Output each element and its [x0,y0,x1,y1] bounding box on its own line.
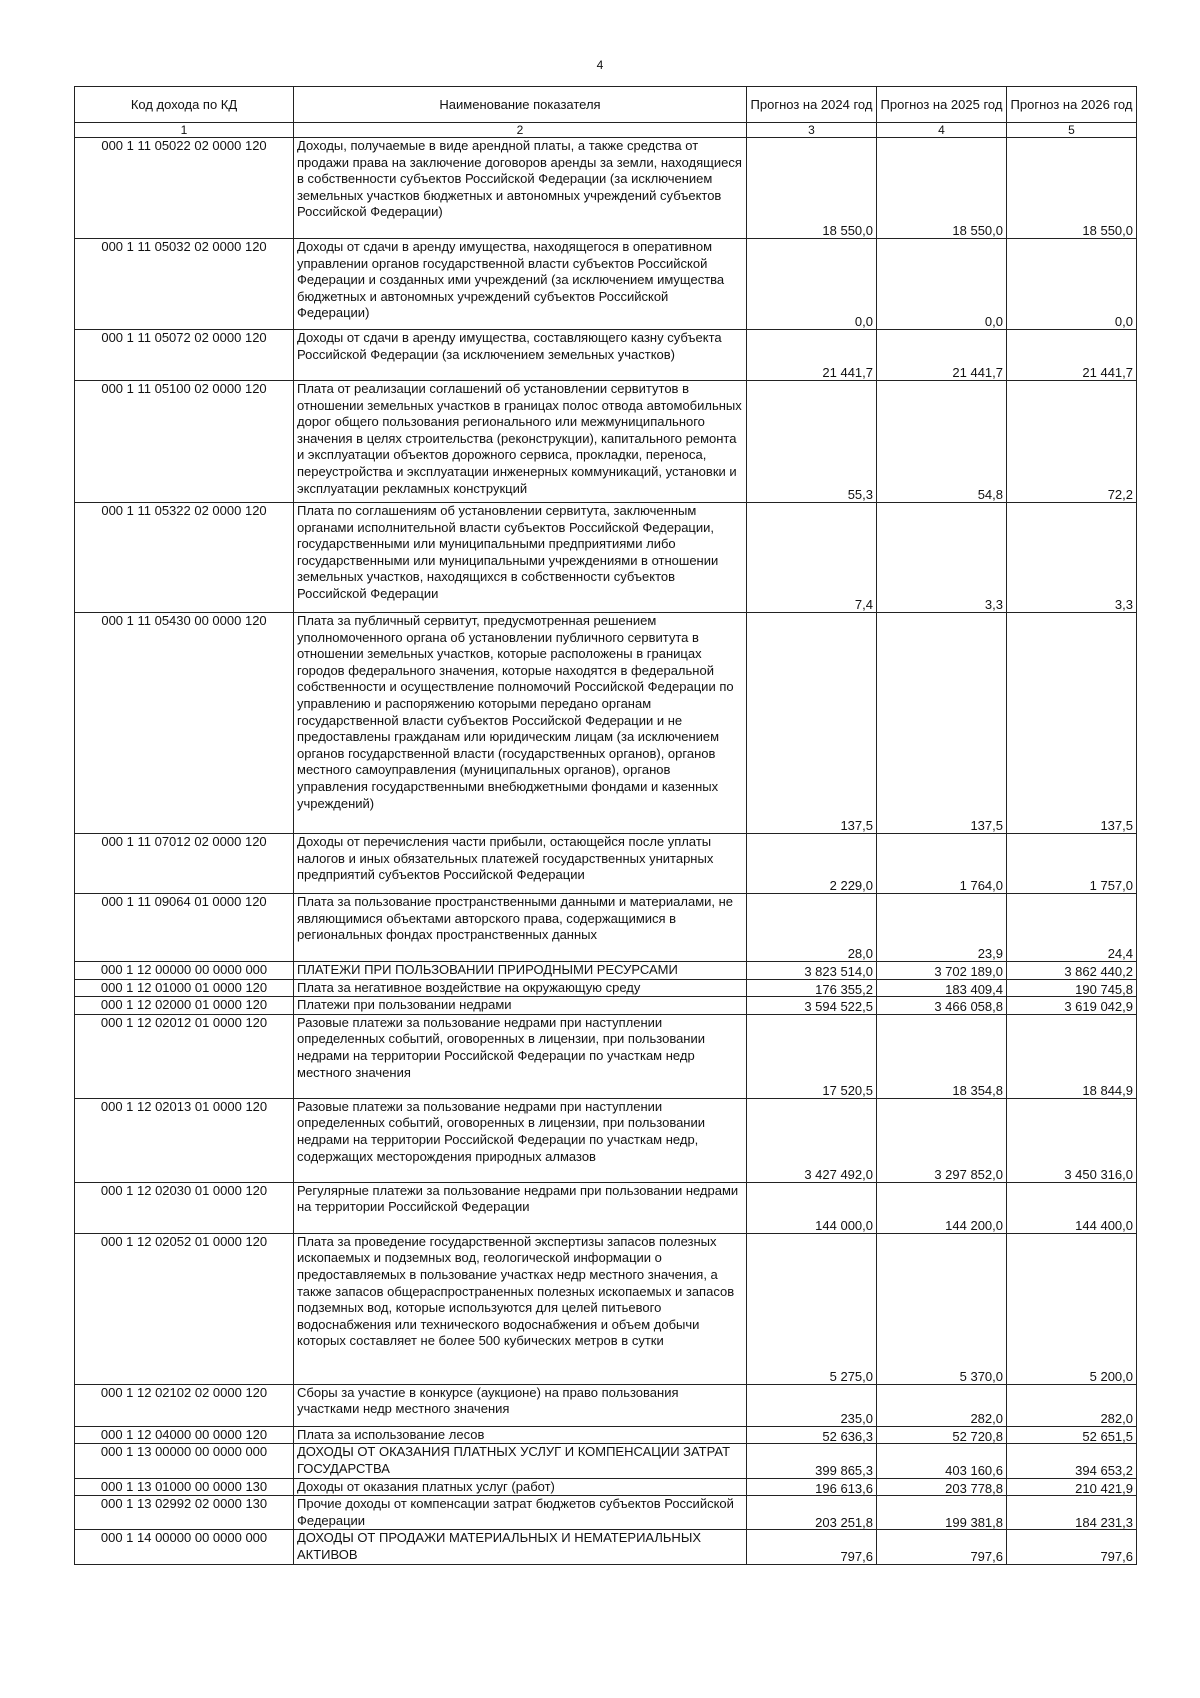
row-value-2024 [747,997,877,1015]
row-value-2025-text: 18 550,0 [952,223,1003,239]
row-value-2024 [747,1478,877,1496]
row-value-2024 [747,1384,877,1426]
row-code: 000 1 11 05430 00 0000 120 [75,613,294,834]
table-row [75,997,1137,1015]
row-value-2026-text: 3,3 [1114,597,1133,613]
row-name: Сборы за участие в конкурсе (аукционе) на право пользования участками недр местного значения [294,1384,747,1426]
row-value-2024 [747,894,877,962]
row-value-2026-text: 394 653,2 [1075,1462,1133,1478]
row-code: 000 1 11 09064 01 0000 120 [75,894,294,962]
header-code: Код дохода по КД [75,87,294,123]
row-value-2026 [1007,834,1137,894]
row-value-2025-text: 1 764,0 [959,878,1003,894]
row-value-2025-text: 203 778,8 [945,1480,1003,1496]
row-name: Разовые платежи за пользование недрами при наступлении определенных событий, оговоренных в лицензии, при пользовании недрами на территории Российской Федерации по участкам недр местного значения [294,1014,747,1098]
row-value-2026-text: 210 421,9 [1075,1480,1133,1496]
row-code: 000 1 11 05100 02 0000 120 [75,381,294,503]
table-row [75,1426,1137,1444]
table-row [75,1530,1137,1564]
row-value-2024 [747,138,877,239]
table-row [75,239,1137,330]
row-value-2024-text: 0,0 [854,314,873,330]
row-value-2026-text: 797,6 [1100,1548,1133,1564]
row-value-2024-text: 399 865,3 [815,1462,873,1478]
row-value-2024 [747,1182,877,1233]
row-name: Плата за пользование пространственными данными и материалами, не являющимися объектами авторского права, содержащимися в региональных фондах пространственных данных [294,894,747,962]
table-row [75,138,1137,239]
row-value-2024-text: 3 823 514,0 [804,964,873,979]
row-value-2024-text: 55,3 [847,487,873,503]
row-value-2025-text: 0,0 [984,314,1003,330]
row-value-2025 [877,239,1007,330]
row-value-2024-text: 52 636,3 [822,1428,873,1444]
row-name: Плата за негативное воздействие на окружающую среду [294,979,747,997]
row-value-2025 [877,1384,1007,1426]
header-2025: Прогноз на 2025 год [877,87,1007,123]
row-code: 000 1 12 02012 01 0000 120 [75,1014,294,1098]
row-value-2024 [747,979,877,997]
row-code: 000 1 12 02000 01 0000 120 [75,997,294,1015]
column-numbers-row [75,123,1137,138]
row-value-2025-text: 3 297 852,0 [934,1167,1003,1183]
row-value-2024 [747,613,877,834]
row-value-2026-text: 5 200,0 [1089,1369,1133,1385]
row-value-2026 [1007,503,1137,613]
row-value-2025-text: 23,9 [977,946,1003,962]
row-value-2026 [1007,330,1137,381]
row-value-2024-text: 2 229,0 [829,878,873,894]
row-value-2026 [1007,239,1137,330]
table-row [75,330,1137,381]
row-value-2026-text: 21 441,7 [1082,365,1133,381]
row-value-2024 [747,1426,877,1444]
row-value-2026 [1007,962,1137,980]
table-row [75,1182,1137,1233]
row-value-2026 [1007,1444,1137,1478]
row-value-2024 [747,239,877,330]
row-value-2026 [1007,1530,1137,1564]
header-2024: Прогноз на 2024 год [747,87,877,123]
row-name: Плата за проведение государственной экспертизы запасов полезных ископаемых и подземных вод, геологической информации о предоставляемых в пользование участках недр местного значения, а также запасов общераспространенных полезных ископаемых и запасов подземных вод, которые используются для целей питьевого водоснабжения или технического водоснабжения и объем добычи которых составляет не более 500 кубических метров в сутки [294,1233,747,1384]
table-row [75,1478,1137,1496]
row-value-2026-text: 282,0 [1100,1411,1133,1427]
row-value-2024-text: 18 550,0 [822,223,873,239]
row-value-2024 [747,503,877,613]
row-value-2025 [877,1530,1007,1564]
row-value-2026-text: 144 400,0 [1075,1218,1133,1234]
row-value-2024-text: 176 355,2 [815,981,873,997]
row-value-2025 [877,503,1007,613]
row-value-2026 [1007,979,1137,997]
row-value-2024-text: 137,5 [840,818,873,834]
row-value-2024-text: 235,0 [840,1411,873,1427]
row-code: 000 1 13 00000 00 0000 000 [75,1444,294,1478]
row-code: 000 1 12 04000 00 0000 120 [75,1426,294,1444]
table-row [75,1444,1137,1478]
row-value-2025-text: 21 441,7 [952,365,1003,381]
row-value-2024-text: 3 427 492,0 [804,1167,873,1183]
row-value-2024-text: 7,4 [854,597,873,613]
row-value-2026-text: 52 651,5 [1082,1428,1133,1444]
row-value-2025 [877,613,1007,834]
row-value-2025-text: 282,0 [970,1411,1003,1427]
row-value-2024 [747,381,877,503]
row-name: Плата за использование лесов [294,1426,747,1444]
row-value-2026-text: 24,4 [1107,946,1133,962]
row-value-2024-text: 144 000,0 [815,1218,873,1234]
table-row [75,613,1137,834]
row-code: 000 1 12 02052 01 0000 120 [75,1233,294,1384]
row-value-2026 [1007,894,1137,962]
row-value-2025 [877,1478,1007,1496]
row-value-2025 [877,834,1007,894]
row-code: 000 1 12 01000 01 0000 120 [75,979,294,997]
header-name: Наименование показателя [294,87,747,123]
row-value-2025 [877,979,1007,997]
table-row [75,381,1137,503]
row-code: 000 1 11 07012 02 0000 120 [75,834,294,894]
row-code: 000 1 13 02992 02 0000 130 [75,1496,294,1530]
row-value-2025 [877,1182,1007,1233]
table-row [75,962,1137,980]
row-value-2024 [747,1098,877,1182]
row-value-2026 [1007,381,1137,503]
row-value-2026-text: 18 550,0 [1082,223,1133,239]
row-code: 000 1 11 05072 02 0000 120 [75,330,294,381]
row-value-2026-text: 18 844,9 [1082,1083,1133,1099]
table-body [75,138,1137,1565]
row-value-2026 [1007,1426,1137,1444]
row-code: 000 1 12 02030 01 0000 120 [75,1182,294,1233]
row-value-2025 [877,1426,1007,1444]
table-row [75,1384,1137,1426]
row-value-2026 [1007,613,1137,834]
row-value-2024 [747,962,877,980]
table-header-row [75,87,1137,123]
row-value-2025-text: 5 370,0 [959,1369,1003,1385]
row-value-2026 [1007,1384,1137,1426]
row-code: 000 1 12 02102 02 0000 120 [75,1384,294,1426]
row-value-2025-text: 144 200,0 [945,1218,1003,1234]
row-value-2024 [747,1496,877,1530]
row-name: Доходы от сдачи в аренду имущества, находящегося в оперативном управлении органов государственной власти субъектов Российской Федерации и созданных ими учреждений (за исключением имущества бюджетных и автономных учреждений субъектов Российской Федерации) [294,239,747,330]
row-name: ДОХОДЫ ОТ ОКАЗАНИЯ ПЛАТНЫХ УСЛУГ И КОМПЕНСАЦИИ ЗАТРАТ ГОСУДАРСТВА [294,1444,747,1478]
row-value-2024-text: 17 520,5 [822,1083,873,1099]
table-row [75,1098,1137,1182]
column-number: 5 [1007,123,1137,138]
row-value-2025-text: 199 381,8 [945,1514,1003,1530]
row-value-2024-text: 203 251,8 [815,1514,873,1530]
row-value-2024-text: 5 275,0 [829,1369,873,1385]
row-value-2026-text: 184 231,3 [1075,1514,1133,1530]
row-value-2026-text: 3 450 316,0 [1064,1167,1133,1183]
row-name: Регулярные платежи за пользование недрами при пользовании недрами на территории Российской Федерации [294,1182,747,1233]
row-value-2025-text: 52 720,8 [952,1428,1003,1444]
row-value-2026-text: 3 619 042,9 [1064,999,1133,1015]
row-value-2024 [747,1014,877,1098]
row-value-2025 [877,997,1007,1015]
row-value-2026 [1007,1478,1137,1496]
row-value-2025 [877,1098,1007,1182]
row-value-2026 [1007,1496,1137,1530]
table-row [75,1496,1137,1530]
row-value-2025-text: 3 702 189,0 [934,964,1003,979]
row-code: 000 1 12 02013 01 0000 120 [75,1098,294,1182]
row-value-2024 [747,1233,877,1384]
row-name: Прочие доходы от компенсации затрат бюджетов субъектов Российской Федерации [294,1496,747,1530]
table-row [75,979,1137,997]
row-value-2024 [747,834,877,894]
row-code: 000 1 11 05322 02 0000 120 [75,503,294,613]
row-value-2026-text: 190 745,8 [1075,981,1133,997]
row-value-2026 [1007,1182,1137,1233]
row-value-2025 [877,962,1007,980]
row-value-2025-text: 18 354,8 [952,1083,1003,1099]
row-value-2026 [1007,138,1137,239]
row-value-2024-text: 797,6 [840,1548,873,1564]
row-value-2026 [1007,1233,1137,1384]
row-value-2025 [877,1496,1007,1530]
row-value-2025-text: 183 409,4 [945,981,1003,997]
row-code: 000 1 13 01000 00 0000 130 [75,1478,294,1496]
row-value-2025 [877,138,1007,239]
row-value-2025 [877,894,1007,962]
header-2026: Прогноз на 2026 год [1007,87,1137,123]
row-value-2025 [877,381,1007,503]
row-value-2025 [877,330,1007,381]
page-number: 4 [596,58,604,72]
row-name: ПЛАТЕЖИ ПРИ ПОЛЬЗОВАНИИ ПРИРОДНЫМИ РЕСУРСАМИ [294,962,747,980]
row-value-2024-text: 3 594 522,5 [804,999,873,1015]
row-value-2025-text: 403 160,6 [945,1462,1003,1478]
row-name: ДОХОДЫ ОТ ПРОДАЖИ МАТЕРИАЛЬНЫХ И НЕМАТЕРИАЛЬНЫХ АКТИВОВ [294,1530,747,1564]
row-value-2024 [747,1530,877,1564]
table-row [75,1233,1137,1384]
row-value-2026-text: 137,5 [1100,818,1133,834]
row-value-2026-text: 0,0 [1114,314,1133,330]
row-code: 000 1 14 00000 00 0000 000 [75,1530,294,1564]
row-value-2025-text: 3 466 058,8 [934,999,1003,1015]
row-value-2025 [877,1444,1007,1478]
row-code: 000 1 11 05032 02 0000 120 [75,239,294,330]
revenue-forecast-table [74,86,1137,1565]
row-name: Плата от реализации соглашений об установлении сервитутов в отношении земельных участков в границах полос отвода автомобильных дорог общего пользования регионального или межмуниципального значения в целях строительства (реконструкции), капитального ремонта и эксплуатации объектов дорожного сервиса, прокладки, переноса, переустройства и эксплуатации инженерных коммуникаций, установки и эксплуатации рекламных конструкций [294,381,747,503]
row-value-2025 [877,1014,1007,1098]
row-value-2025-text: 3,3 [984,597,1003,613]
row-name: Доходы от перечисления части прибыли, остающейся после уплаты налогов и иных обязательных платежей государственных унитарных предприятий субъектов Российской Федерации [294,834,747,894]
table-row [75,503,1137,613]
table-row [75,834,1137,894]
column-number: 2 [294,123,747,138]
row-value-2025-text: 137,5 [970,818,1003,834]
row-value-2026 [1007,1014,1137,1098]
row-value-2025-text: 797,6 [970,1548,1003,1564]
row-name: Разовые платежи за пользование недрами при наступлении определенных событий, оговоренных в лицензии, при пользовании недрами на территории Российской Федерации по участкам недр, содержащих месторождения природных алмазов [294,1098,747,1182]
row-value-2026 [1007,997,1137,1015]
row-name: Доходы от сдачи в аренду имущества, составляющего казну субъекта Российской Федерации (за исключением земельных участков) [294,330,747,381]
row-value-2026 [1007,1098,1137,1182]
table-row [75,1014,1137,1098]
row-value-2026-text: 3 862 440,2 [1064,964,1133,979]
row-name: Платежи при пользовании недрами [294,997,747,1015]
row-value-2026-text: 1 757,0 [1089,878,1133,894]
row-value-2024-text: 28,0 [847,946,873,962]
column-number: 3 [747,123,877,138]
row-value-2024 [747,1444,877,1478]
table-row [75,894,1137,962]
row-value-2024-text: 21 441,7 [822,365,873,381]
row-name: Доходы от оказания платных услуг (работ) [294,1478,747,1496]
column-number: 1 [75,123,294,138]
row-value-2024 [747,330,877,381]
row-value-2024-text: 196 613,6 [815,1480,873,1496]
row-value-2026-text: 72,2 [1107,487,1133,503]
row-value-2025 [877,1233,1007,1384]
row-name: Плата по соглашениям об установлении сервитута, заключенным органами исполнительной власти субъектов Российской Федерации, государственными или муниципальными предприятиями либо государственными или муниципальными учреждениями в отношении земельных участков, находящихся в собственности субъектов Российской Федерации [294,503,747,613]
row-name: Плата за публичный сервитут, предусмотренная решением уполномоченного органа об установлении публичного сервитута в отношении земельных участков, которые расположены в границах городов федерального значения, которые находятся в федеральной собственности и осуществление полномочий Российской Федерации по управлению и распоряжению которыми передано органам государственной власти субъектов Российской Федерации и не предоставлены гражданам или юридическим лицам (за исключением органов государственной власти (государственных органов), органов местного самоуправления (муниципальных органов), органов управления государственными внебюджетными фондами и казенных учреждений) [294,613,747,834]
row-name: Доходы, получаемые в виде арендной платы, а также средства от продажи права на заключение договоров аренды за земли, находящиеся в собственности субъектов Российской Федерации (за исключением земельных участков бюджетных и автономных учреждений субъектов Российской Федерации) [294,138,747,239]
row-code: 000 1 12 00000 00 0000 000 [75,962,294,980]
row-value-2025-text: 54,8 [977,487,1003,503]
row-code: 000 1 11 05022 02 0000 120 [75,138,294,239]
column-number: 4 [877,123,1007,138]
